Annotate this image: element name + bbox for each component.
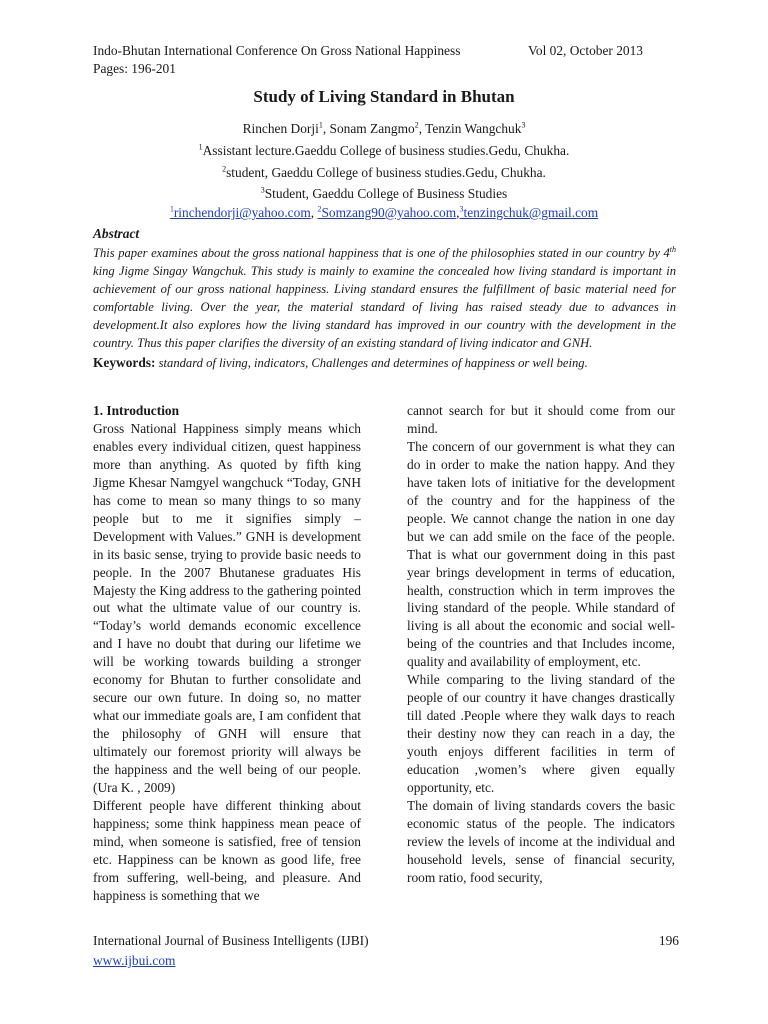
paragraph: Gross National Happiness simply means which enables every individual citizen, quest happiness more than anything. As quoted by fifth king Jigme Khesar Namgyel wangchuck “Today, GNH has come to mean so many things to so many people but to me it signifies simply – Development with Values.” GNH is development in its basic sense, trying to provide basic needs to people. In the 2007 Bhutanese graduates His Majesty the King address to the gathering pointed out what the ultimate value of our country is. “Today’s world demands economic excellence and I have no doubt that during our lifetime we will be working towards building a stronger economy for Bhutan to further consolidate and secure our own future. In doing so, no matter what our immediate goals are, I am confident that the philosophy of GNH will ensure that ultimately our foremost priority will always be the happiness and the well being of our people. (Ura K. , 2009)	[93, 420, 361, 796]
author-emails: $^1$rinchendorji@yahoo.com, $^2$Somzang90@yahoo.com,$^3$tenzingchuk@gmail.com	[169, 204, 599, 220]
keywords-text: standard of living, indicators, Challenges and determines of happiness or well being.	[155, 356, 588, 370]
author-names: Rinchen Dorji$^1$, Sonam Zangmo$^2$, Tenzin Wangchuk$^3$	[242, 120, 526, 136]
affiliation-3: $^3$Student, Gaeddu College of Business Studies	[260, 185, 508, 201]
running-header	[93, 42, 643, 78]
abstract-heading: Abstract	[93, 226, 140, 241]
section-heading-introduction: 1. Introduction	[93, 403, 180, 418]
right-column	[407, 402, 675, 887]
paragraph: Different people have different thinking about happiness; some think happiness mean peace of mind, when someone is satisfied, free of tension etc. Happiness can be known as good life, free from suffering, well-being, and pleasure. And happiness is something that we	[93, 797, 361, 903]
journal-name: International Journal of Business Intelligents (IJBI)	[93, 933, 369, 948]
author-block	[0, 118, 768, 222]
email-link-2[interactable]: $^2$Somzang90@yahoo.com	[317, 204, 457, 220]
abstract-body: This paper examines about the gross national happiness that is one of the philosophies stated in our country by 4th king Jigme Singay Wangchuk. This study is mainly to examine the concealed how living standard is important in achievement of our gross national happiness. Living standard ensures the fulfillment of basic material need for comfortable living. Over the year, the material standard of living has raised steady due to advances in development.It also explores how the living standard has improved in our country with the development in the country. Thus this paper clarifies the diversity of an existing standard of living indicator and GNH.	[93, 244, 676, 350]
affiliation-1: $^1$Assistant lecture.Gaeddu College of business studies.Gedu, Chukha.	[198, 142, 570, 158]
abstract-section	[93, 225, 676, 372]
paragraph: The domain of living standards covers the basic economic status of the people. The indicators review the levels of income at the individual and household levels, sense of financial security, room ratio, food security,	[407, 797, 675, 885]
paragraph: cannot search for but it should come from our mind.	[407, 403, 675, 436]
page-footer	[93, 931, 679, 971]
email-link-3[interactable]: $^3$tenzingchuk@gmail.com	[459, 204, 599, 220]
email-link-1[interactable]: $^1$rinchendorji@yahoo.com	[169, 204, 311, 220]
paragraph: While comparing to the living standard of the people of our country it have changes drastically till dated .People where they walk days to reach their destiny now they can reach in a day, the youth enjoys different facilities in term of education ,women’s where given equally opportunity, etc.	[407, 672, 675, 796]
left-column	[93, 402, 361, 905]
keywords-line	[93, 354, 676, 372]
volume-info: Vol 02, October 2013	[527, 43, 643, 58]
paper-title: Study of Living Standard in Bhutan	[253, 87, 515, 106]
conference-name: Indo-Bhutan International Conference On Gross National Happiness	[93, 43, 461, 58]
keywords-label: Keywords:	[93, 355, 156, 370]
affiliation-2: $^2$student, Gaeddu College of business studies.Gedu, Chukha.	[222, 164, 546, 180]
paragraph: The concern of our government is what they can do in order to make the nation happy. And they have taken lots of initiative for the development of the country and for the happiness of the people. We cannot change the nation in one day but we can add smile on the face of the people. That is what our government doing in this past year brings development in terms of education, health, construction which in term improves the living standard of the people. While standard of living is all about the economic and social well-being of the countries and that Includes income, quality and availability of employment, etc.	[407, 438, 675, 670]
journal-url-link[interactable]: www.ijbui.com	[93, 953, 176, 968]
page-range: Pages: 196-201	[93, 61, 176, 76]
page-number: 196	[658, 933, 679, 948]
